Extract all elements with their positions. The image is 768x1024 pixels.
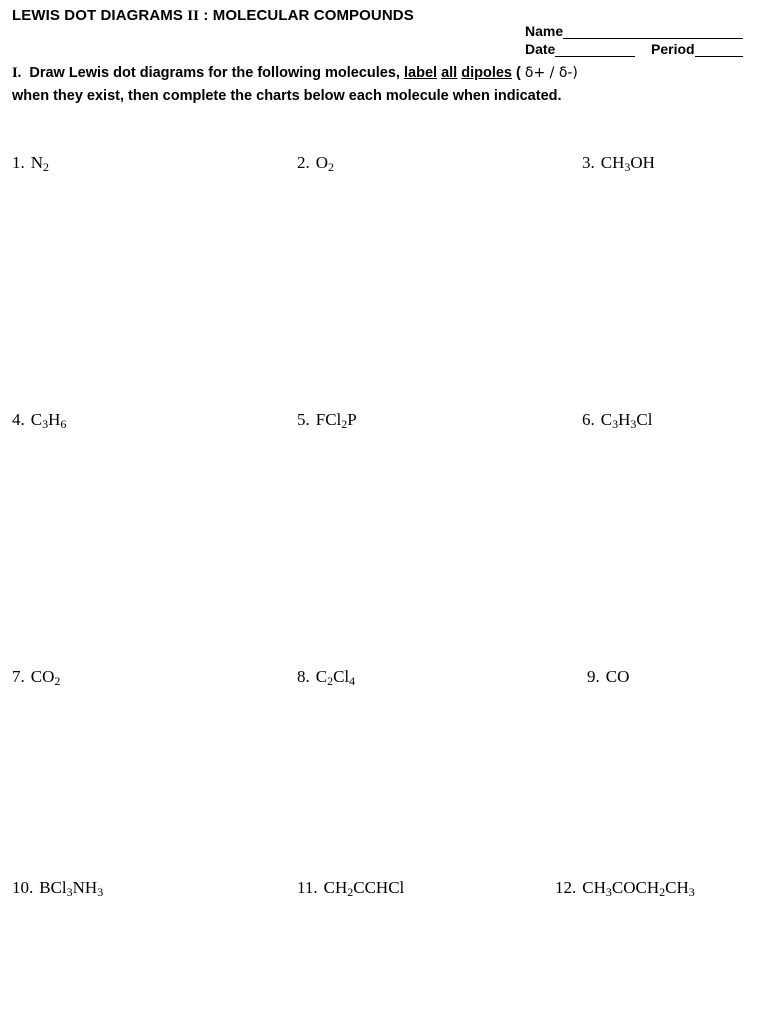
formula-subscript: 3	[605, 885, 612, 899]
molecule-formula	[601, 410, 653, 430]
formula-element: CH	[600, 153, 625, 172]
formula-subscript: 3	[612, 417, 619, 431]
date-field[interactable]	[525, 41, 641, 57]
molecule-item	[582, 153, 655, 173]
molecule-number: 8.	[297, 667, 310, 686]
molecule-formula	[316, 153, 334, 173]
formula-subscript: 3	[42, 417, 49, 431]
molecule-formula	[31, 667, 61, 687]
title-suffix: : MOLECULAR COMPOUNDS	[203, 7, 414, 24]
formula-subscript: 2	[327, 674, 334, 688]
formula-element: BCl	[39, 878, 67, 897]
date-label: Date	[525, 41, 556, 57]
molecule-item	[297, 667, 355, 687]
formula-subscript: 3	[97, 885, 104, 899]
name-field[interactable]	[525, 23, 743, 39]
formula-element: CH	[665, 878, 689, 897]
molecule-number: 7.	[12, 667, 25, 686]
molecule-number: 2.	[297, 153, 310, 172]
molecule-number: 9.	[587, 667, 600, 686]
delta-symbols: δ+ / δ-)	[524, 65, 578, 81]
name-label: Name	[525, 23, 564, 39]
instructions-line-2: when they exist, then complete the charts below each molecule when indicated.	[12, 88, 562, 104]
period-field[interactable]	[651, 41, 743, 57]
all-word: all	[441, 65, 458, 81]
formula-element: CH	[582, 878, 606, 897]
formula-element: C	[600, 410, 613, 429]
formula-element: Cl	[333, 667, 350, 686]
period-label: Period	[651, 41, 695, 57]
molecule-formula	[606, 667, 630, 687]
molecule-item	[587, 667, 629, 687]
formula-element: O	[315, 153, 329, 172]
formula-element: P	[347, 410, 357, 429]
label-word: label	[404, 65, 438, 81]
instructions-text-a: Draw Lewis dot diagrams for the following molecules,	[29, 65, 400, 81]
molecule-item	[297, 410, 357, 430]
dipoles-word: dipoles	[461, 65, 512, 81]
molecule-number: 11.	[297, 878, 318, 897]
formula-element: H	[48, 410, 61, 429]
formula-subscript: 2	[659, 885, 666, 899]
period-blank-line[interactable]	[695, 42, 743, 57]
instructions-line-1	[12, 65, 578, 82]
title-prefix: LEWIS DOT DIAGRAMS	[12, 7, 183, 24]
molecule-formula	[324, 878, 405, 898]
formula-element: Cl	[636, 410, 653, 429]
formula-element: N	[30, 153, 44, 172]
molecule-number: 1.	[12, 153, 25, 172]
formula-element: C	[315, 667, 328, 686]
molecule-item	[12, 410, 66, 430]
molecule-item	[297, 153, 334, 173]
date-blank-line[interactable]	[555, 42, 635, 57]
paren-open: (	[516, 65, 521, 81]
formula-element: COCH	[611, 878, 660, 897]
formula-element: C	[30, 410, 43, 429]
formula-element: OH	[630, 153, 655, 172]
formula-subscript: 3	[624, 160, 631, 174]
formula-subscript: 6	[60, 417, 67, 431]
molecule-formula	[31, 410, 67, 430]
molecule-number: 10.	[12, 878, 34, 897]
molecule-number: 3.	[582, 153, 595, 172]
formula-element: H	[618, 410, 631, 429]
formula-subscript: 2	[43, 160, 50, 174]
formula-element: CO	[605, 667, 630, 686]
molecule-formula	[39, 878, 103, 898]
molecule-number: 4.	[12, 410, 25, 429]
molecule-number: 5.	[297, 410, 310, 429]
formula-subscript: 2	[328, 160, 335, 174]
molecule-formula	[316, 410, 357, 430]
molecule-item	[12, 878, 103, 898]
molecule-item	[582, 410, 652, 430]
formula-element: NH	[72, 878, 98, 897]
molecule-number: 6.	[582, 410, 595, 429]
formula-subscript: 2	[54, 674, 61, 688]
molecule-item	[12, 667, 60, 687]
molecule-formula	[31, 153, 49, 173]
molecule-item	[297, 878, 404, 898]
formula-subscript: 3	[66, 885, 73, 899]
molecule-item	[555, 878, 695, 898]
formula-element: CCHCl	[353, 878, 405, 897]
molecule-number: 12.	[555, 878, 577, 897]
title-roman-numeral: II	[187, 8, 200, 24]
formula-subscript: 4	[349, 674, 356, 688]
formula-subscript: 2	[341, 417, 348, 431]
formula-element: CH	[323, 878, 348, 897]
worksheet-title	[12, 7, 414, 25]
molecule-formula	[582, 878, 694, 898]
formula-subscript: 2	[347, 885, 354, 899]
molecule-formula	[601, 153, 655, 173]
molecule-formula	[316, 667, 355, 687]
name-blank-line[interactable]	[563, 24, 743, 39]
section-number: I.	[12, 65, 22, 81]
formula-element: FCl	[315, 410, 342, 429]
formula-subscript: 3	[630, 417, 637, 431]
molecule-item	[12, 153, 49, 173]
formula-subscript: 3	[688, 885, 695, 899]
formula-element: CO	[30, 667, 55, 686]
